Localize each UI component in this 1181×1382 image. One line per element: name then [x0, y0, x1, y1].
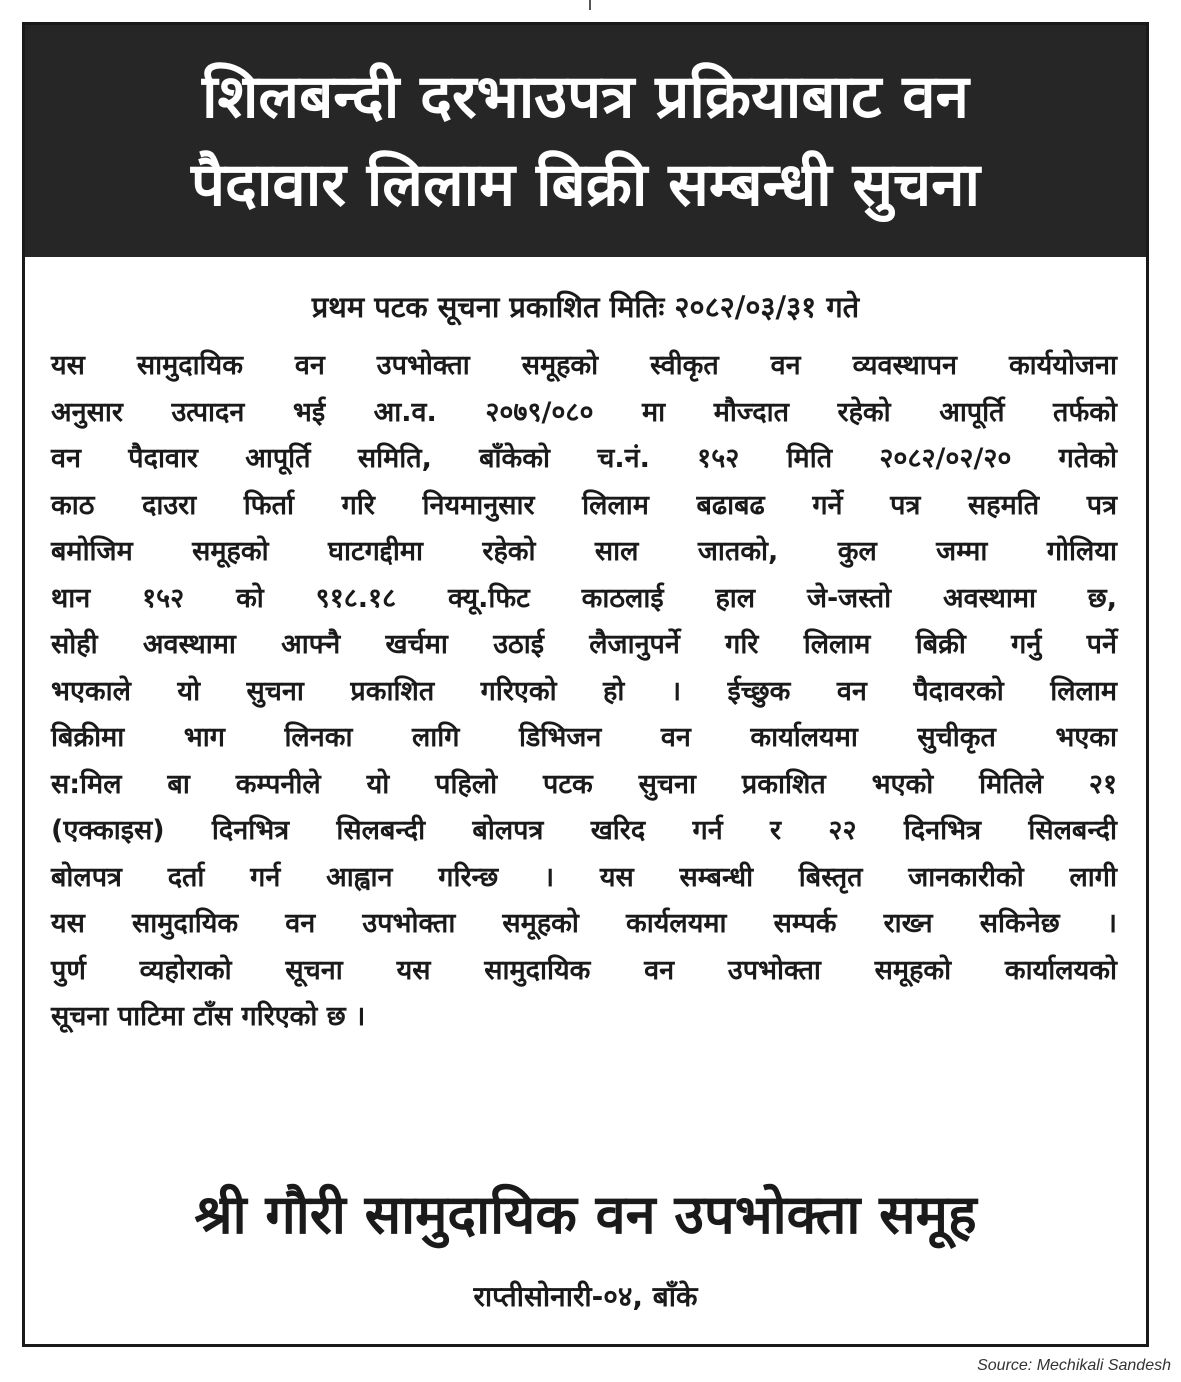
body-line: बोलपत्र दर्ता गर्न आह्वान गरिन्छ । यस सम्बन्धी बिस्तृत जानकारीको लागी	[51, 861, 1117, 893]
body-line: सोही अवस्थामा आफ्नै खर्चमा उठाई लैजानुपर्ने गरि लिलाम बिक्री गर्नु पर्ने	[51, 629, 1117, 660]
source-credit: Source: Mechikali Sandesh	[977, 1357, 1171, 1374]
organization-name: श्री गौरी सामुदायिक वन उपभोक्ता समूह	[194, 1183, 977, 1246]
notice-title-line-1: शिलबन्दी दरभाउपत्र प्रक्रियाबाट वन	[202, 62, 969, 132]
body-line: यस सामुदायिक वन उपभोक्ता समूहको स्वीकृत वन व्यवस्थापन कार्ययोजना	[51, 350, 1117, 381]
notice-body	[51, 343, 1117, 1041]
notice-title-line-2: पैदावार लिलाम बिक्री सम्बन्धी सुचना	[190, 150, 981, 220]
body-line: अनुसार उत्पादन भई आ.व. २०७९/०८० मा मौज्दात रहेको आपूर्ति तर्फको	[51, 396, 1117, 428]
page-top-tick	[589, 0, 591, 10]
body-line: बिक्रीमा भाग लिनका लागि डिभिजन वन कार्यालयमा सुचीकृत भएका	[51, 722, 1117, 753]
publication-date: प्रथम पटक सूचना प्रकाशित मितिः २०८२/०३/३१ गते	[311, 290, 860, 324]
body-line: बमोजिम समूहको घाटगद्दीमा रहेको साल जातको, कुल जम्मा गोलिया	[51, 536, 1117, 567]
body-line: वन पैदावार आपूर्ति समिति, बाँकेको च.नं. १५२ मिति २०८२/०२/२० गतेको	[51, 443, 1117, 474]
body-line: पुर्ण व्यहोराको सूचना यस सामुदायिक वन उपभोक्ता समूहको कार्यालयको	[51, 954, 1117, 986]
body-line: स:मिल बा कम्पनीले यो पहिलो पटक सुचना प्रकाशित भएको मितिले २१	[51, 768, 1117, 800]
body-line: (एक्काइस) दिनभित्र सिलबन्दी बोलपत्र खरिद गर्न र २२ दिनभित्र सिलबन्दी	[51, 815, 1117, 846]
notice-header	[25, 25, 1146, 257]
body-line: सूचना पाटिमा टाँस गरिएको छ ।	[51, 1001, 366, 1032]
body-line: काठ दाउरा फिर्ता गरि नियमानुसार लिलाम बढाबढ गर्ने पत्र सहमति पत्र	[51, 489, 1117, 521]
organization-address: राप्तीसोनारी-०४, बाँके	[473, 1280, 698, 1313]
body-line: यस सामुदायिक वन उपभोक्ता समूहको कार्यलयमा सम्पर्क राख्न सकिनेछ ।	[51, 908, 1117, 939]
body-line: थान १५२ को ९१८.१८ क्यू.फिट काठलाई हाल जे-जस्तो अवस्थामा छ,	[51, 582, 1117, 614]
notice-frame	[22, 22, 1149, 1347]
body-line: भएकाले यो सुचना प्रकाशित गरिएको हो । ईच्छुक वन पैदावरको लिलाम	[51, 675, 1117, 707]
